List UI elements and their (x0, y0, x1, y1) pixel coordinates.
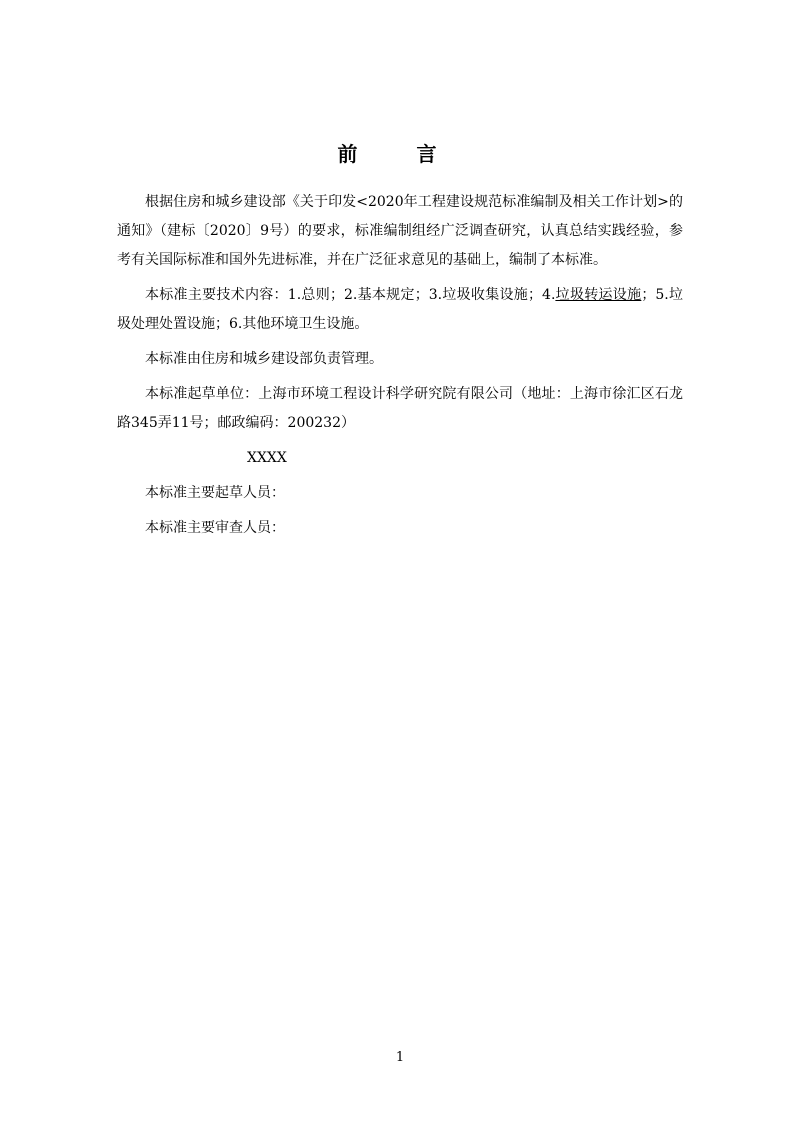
paragraph-drafting-unit: 本标准起草单位：上海市环境工程设计科学研究院有限公司（地址：上海市徐汇区石龙路345弄11号；邮政编码：200232） (117, 386, 683, 431)
paragraph-main-reviewers: 本标准主要审查人员： (145, 520, 285, 536)
paragraph-basis: 根据住房和城乡建设部《关于印发<2020年工程建设规范标准编制及相关工作计划>的通知》（建标〔2020〕9号）的要求，标准编制组经广泛调查研究，认真总结实践经验，参考有关国际标准和国外先进标准，并在广泛征求意见的基础上，编制了本标准。 (117, 194, 683, 268)
paragraph-management: 本标准由住房和城乡建设部负责管理。 (145, 351, 383, 367)
document-body (117, 188, 683, 549)
page-title: 前 言 (337, 142, 463, 166)
placeholder-text: XXXX (247, 450, 287, 466)
paragraph-main-drafters: 本标准主要起草人员： (145, 485, 285, 501)
technical-content-text-end: ；5.垃圾处理处置设施；6.其他环境卫生设施。 (117, 287, 683, 332)
technical-content-text: 本标准主要技术内容：1.总则；2.基本规定；3.垃圾收集设施；4. (145, 287, 556, 303)
paragraph-technical-content (117, 281, 683, 339)
underlined-transfer-facilities: 垃圾转运设施 (555, 287, 642, 303)
page-number: 1 (395, 1050, 405, 1065)
